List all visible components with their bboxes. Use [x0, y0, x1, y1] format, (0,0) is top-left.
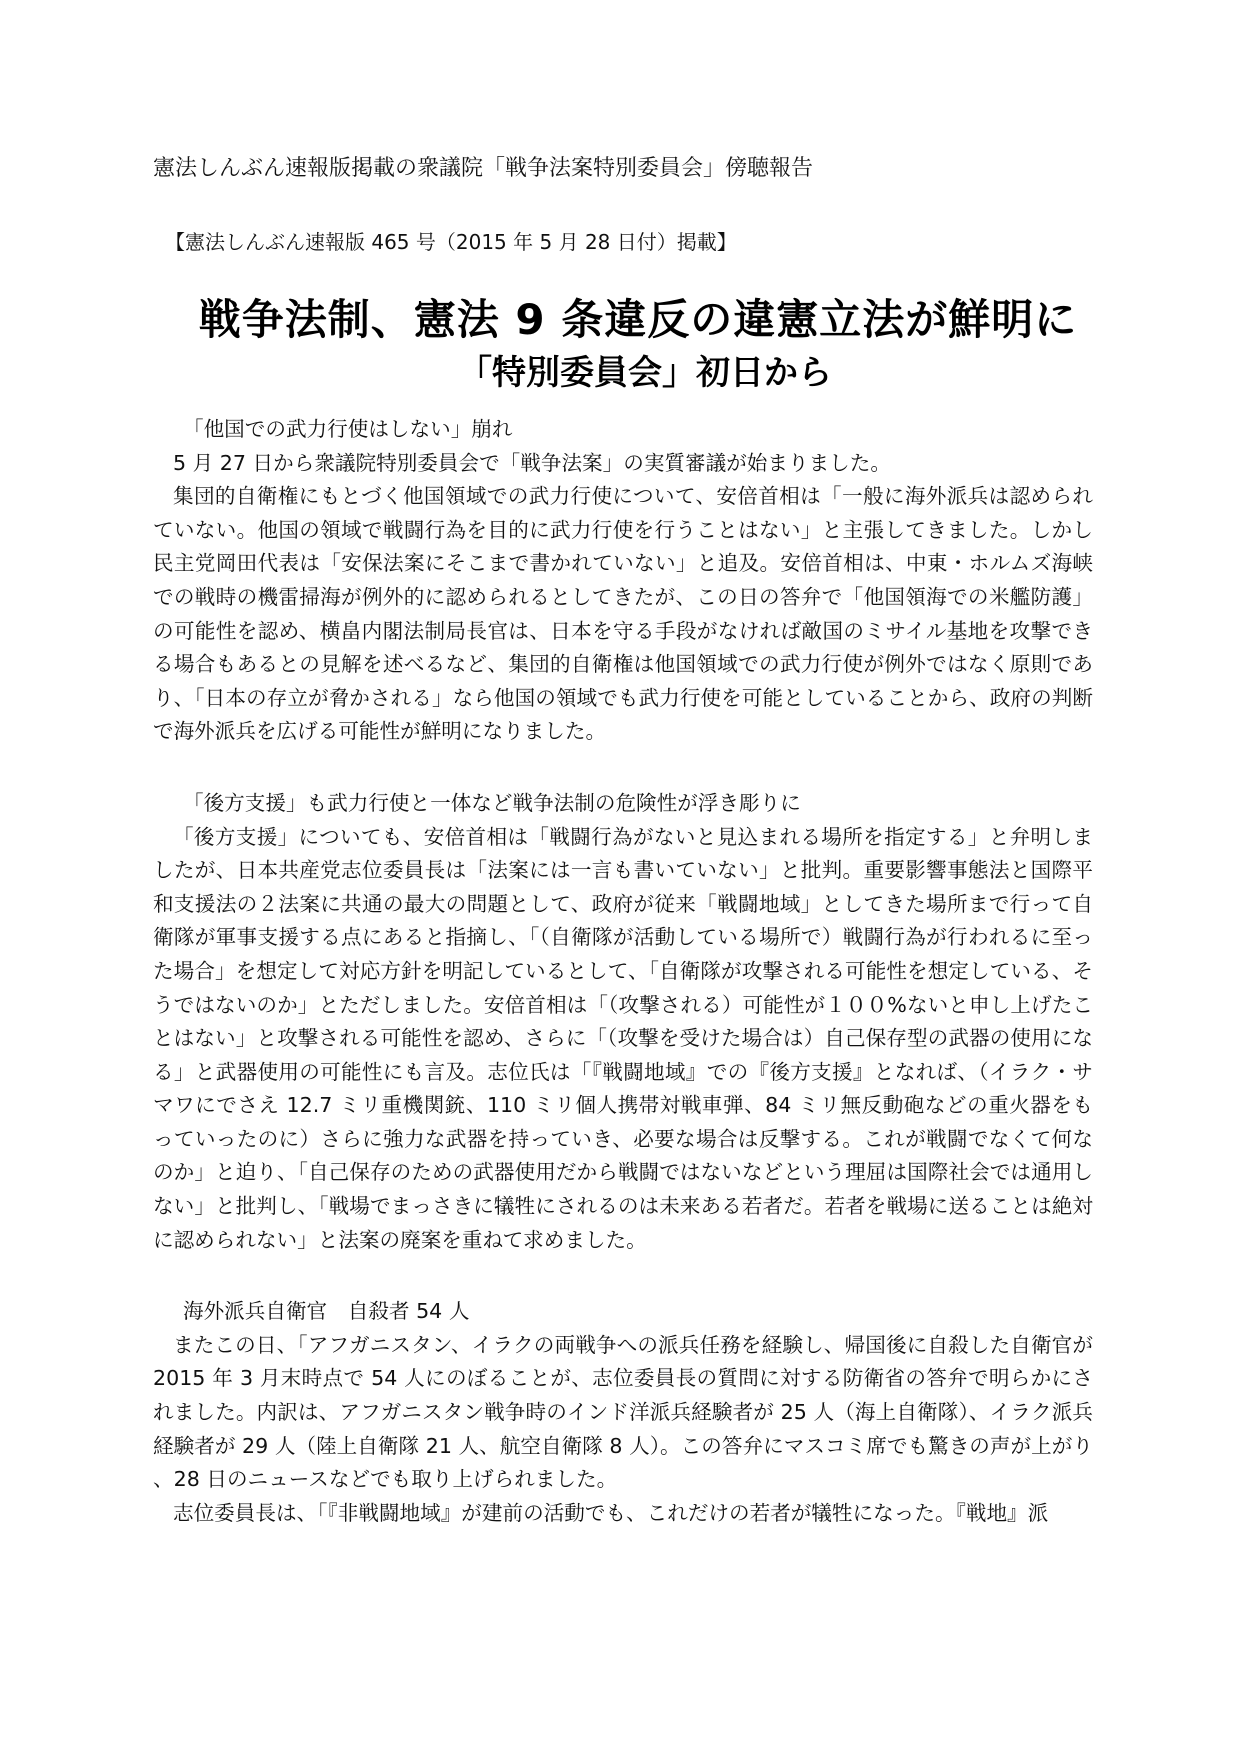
section-spacer [153, 1257, 1093, 1295]
section-spacer [153, 749, 1093, 787]
sub-headline: 「特別委員会」初日から [458, 353, 832, 393]
paragraph: 5 月 27 日から衆議院特別委員会で「戦争法案」の実質審議が始まりました。 [173, 450, 891, 475]
main-headline: 戦争法制、憲法 9 条違反の違憲立法が鮮明に [198, 295, 1078, 344]
section-heading: 「他国での武力行使はしない」崩れ [183, 417, 513, 441]
paragraph: 「後方支援」についても、安倍首相は「戦闘行為がないと見込まれる場所を指定する」と弁明しましたが、日本共産党志位委員長は「法案には一言も書いていない」と批判。重要影響事態法と国際平和支援法の２法案に共通の最大の問題として、政府が従来「戦闘地域」としてきた場所まで行って自衛隊が軍事支援する点にあると指摘し、「（自衛隊が活動している場所で）戦闘行為が行われるに至った場合」を想定して対応方針を明記しているとして、「自衛隊が攻撃される可能性を想定している、そうではないのか」とただしました。安倍首相は「（攻撃される）可能性が１００%ないと申し上げたことはない」と攻撃される可能性を認め、さらに「（攻撃を受けた場合は）自己保存型の武器の使用になる」と武器使用の可能性にも言及。志位氏は「『戦闘地域』での『後方支援』となれば、（イラク・サマワにでさえ 12.7 ミリ重機関銃、110 ミリ個人携帯対戦車弾、84 ミリ無反動砲などの重火器をもっていったのに）さらに強力な武器を持っていき、必要な場合は反撃する。これが戦闘でなくて何なのか」と迫り、「自己保存のための武器使用だから戦闘ではないなどという理屈は国際社会では通用しない」と批判し、「戦場でまっさきに犠牲にされるのは未来ある若者だ。若者を戦場に送ることは絶対に認められない」と法案の廃案を重ねて求めました。 [153, 824, 1093, 1252]
paragraph: 志位委員長は、「『非戦闘地域』が建前の活動でも、これだけの若者が犠牲になった。『戦地』派 [173, 1500, 1049, 1525]
section-heading: 「後方支援」も武力行使と一体など戦争法制の危険性が浮き彫りに [183, 790, 801, 815]
section-suicides [153, 1295, 1093, 1530]
section-rear-support [153, 787, 1093, 1257]
report-header: 憲法しんぶん速報版掲載の衆議院「戦争法案特別委員会」傍聴報告 [153, 156, 814, 181]
section-heading: 海外派兵自衛官 自殺者 54 人 [183, 1299, 470, 1324]
paragraph: またこの日、「アフガニスタン、イラクの両戦争への派兵任務を経験し、帰国後に自殺した自衛官が 2015 年 3 月末時点で 54 人にのぼることが、志位委員長の質問に対する防衛省の答弁で明らかにされました。内訳は、アフガニスタン戦争時のインド洋派兵経験者が 25 人（海上自衛隊）、イラク派兵経験者が 29 人（陸上自衛隊 21 人、航空自衛隊 8 人）。この答弁にマスコミ席でも驚きの声が上がり、28 日のニュースなどでも取り上げられました。 [153, 1332, 1093, 1492]
section-foreign-force [153, 413, 1093, 749]
publication-info: 【憲法しんぶん速報版 465 号（2015 年 5 月 28 日付）掲載】 [165, 230, 737, 254]
paragraph: 集団的自衛権にもとづく他国領域での武力行使について、安倍首相は「一般に海外派兵は認められていない。他国の領域で戦闘行為を目的に武力行使を行うことはない」と主張してきました。しかし民主党岡田代表は「安保法案にそこまで書かれていない」と追及。安倍首相は、中東・ホルムズ海峡での戦時の機雷掃海が例外的に認められるとしてきたが、この日の答弁で「他国領海での米艦防護」の可能性を認め、横畠内閣法制局長官は、日本を守る手段がなければ敵国のミサイル基地を攻撃できる場合もあるとの見解を述べるなど、集団的自衛権は他国領域での武力行使が例外ではなく原則であり、「日本の存立が脅かされる」なら他国の領域でも武力行使を可能としていることから、政府の判断で海外派兵を広げる可能性が鮮明になりました。 [153, 484, 1093, 744]
article-body [153, 413, 1093, 1530]
